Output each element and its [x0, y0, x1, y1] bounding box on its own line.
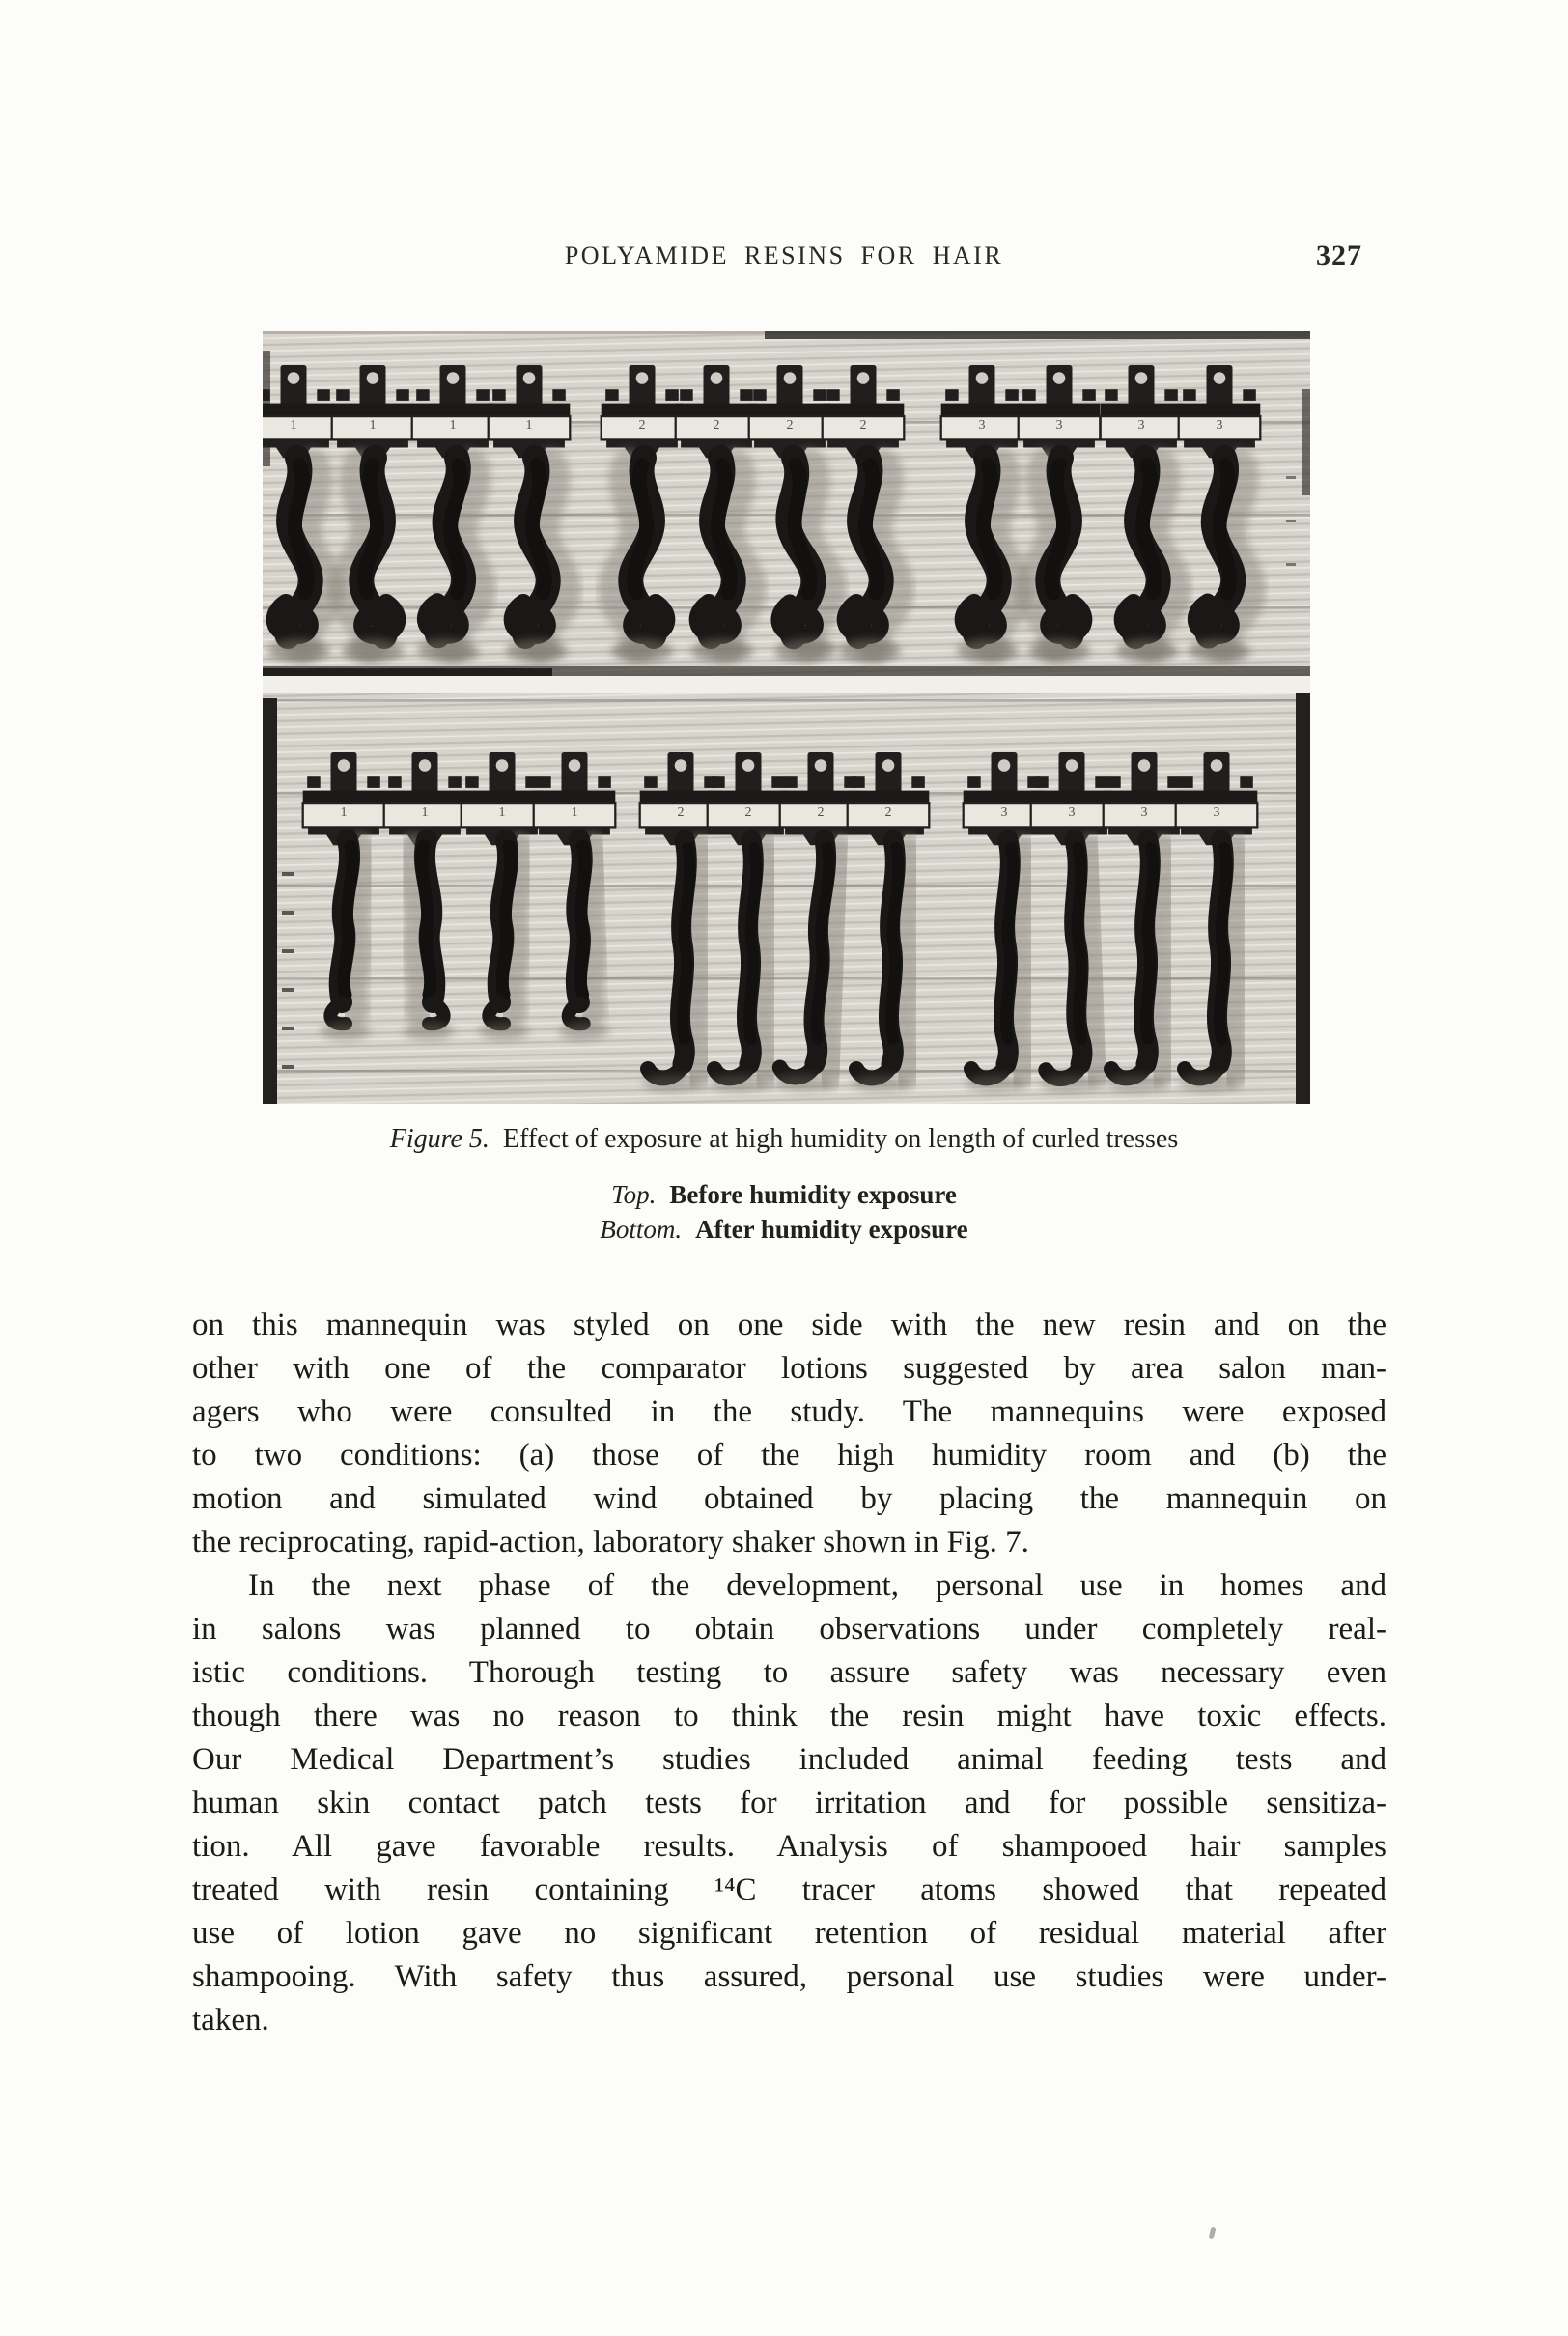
body-line: human skin contact patch tests for irritation and for possible sensitiza- — [192, 1786, 1386, 1820]
clip-label: 1 — [525, 418, 533, 433]
body-line: istic conditions. Thorough testing to assure safety was necessary even — [192, 1655, 1386, 1690]
legend-bottom-label: Bottom. — [600, 1215, 683, 1244]
figure-legend-top — [0, 1180, 1568, 1210]
clip-label: 3 — [1068, 805, 1076, 820]
figure-legend-bottom — [0, 1215, 1568, 1245]
scan-speck — [1209, 2227, 1217, 2240]
clip-label: 2 — [638, 418, 646, 433]
clip-label: 3 — [1137, 418, 1145, 433]
clip-label: 1 — [498, 805, 506, 820]
figure-photo — [263, 331, 1310, 1104]
body-line: in salons was planned to obtain observations under completely real- — [192, 1612, 1386, 1646]
clip-label: 1 — [421, 805, 429, 820]
clip-label: 2 — [884, 805, 892, 820]
clip-label: 3 — [1216, 418, 1223, 433]
body-line: to two conditions: (a) those of the high humidity room and (b) the — [192, 1438, 1386, 1473]
clip-label: 2 — [786, 418, 794, 433]
body-line: use of lotion gave no significant retention of residual material after — [192, 1916, 1386, 1951]
tress-photo-svg — [263, 331, 1310, 1104]
clip-label: 2 — [713, 418, 720, 433]
body-line: though there was no reason to think the resin might have toxic effects. — [192, 1699, 1386, 1733]
figure-caption-text: Effect of exposure at high humidity on length of curled tresses — [502, 1124, 1179, 1154]
body-line: on this mannequin was styled on one side with the new resin and on the — [192, 1308, 1386, 1342]
body-line: motion and simulated wind obtained by placing the mannequin on — [192, 1481, 1386, 1516]
clip-label: 3 — [1055, 418, 1063, 433]
clip-label: 1 — [571, 805, 578, 820]
body-line: taken. — [192, 2003, 269, 2038]
body-line: agers who were consulted in the study. The mannequins were exposed — [192, 1394, 1386, 1429]
body-line: In the next phase of the development, personal use in homes and — [248, 1568, 1386, 1603]
clip-label: 2 — [817, 805, 825, 820]
body-text — [192, 1304, 1386, 2042]
clip-label: 2 — [677, 805, 685, 820]
legend-bottom-text: After humidity exposure — [695, 1215, 968, 1244]
clip-label: 1 — [369, 418, 377, 433]
body-line: the reciprocating, rapid-action, laboratory shaker shown in Fig. 7. — [192, 1525, 1029, 1560]
clip-label: 3 — [1000, 805, 1008, 820]
body-line: Our Medical Department’s studies included animal feeding tests and — [192, 1742, 1386, 1777]
body-line: treated with resin containing ¹⁴C tracer atoms showed that repeated — [192, 1872, 1386, 1907]
clip-label: 2 — [744, 805, 752, 820]
clip-label: 3 — [1213, 805, 1220, 820]
legend-top-text: Before humidity exposure — [669, 1180, 957, 1209]
clip-label: 1 — [340, 805, 348, 820]
clip-label: 3 — [1140, 805, 1148, 820]
clip-label: 1 — [449, 418, 457, 433]
clip-label: 2 — [859, 418, 867, 433]
body-line: other with one of the comparator lotions suggested by area salon man- — [192, 1351, 1386, 1386]
clip-label: 1 — [290, 418, 297, 433]
running-head: POLYAMIDE RESINS FOR HAIR — [564, 241, 1004, 269]
figure-caption-label: Figure 5. — [389, 1124, 490, 1154]
clip-label: 3 — [978, 418, 986, 433]
paragraph-1 — [192, 1304, 1386, 1564]
photo-gap — [263, 676, 1310, 693]
body-line: shampooing. With safety thus assured, personal use studies were under- — [192, 1959, 1386, 1994]
body-line: tion. All gave favorable results. Analysis of shampooed hair samples — [192, 1829, 1386, 1864]
figure-caption — [0, 1124, 1568, 1155]
paragraph-2 — [192, 1564, 1386, 2042]
page-number: 327 — [1316, 239, 1362, 271]
legend-top-label: Top. — [611, 1180, 657, 1209]
